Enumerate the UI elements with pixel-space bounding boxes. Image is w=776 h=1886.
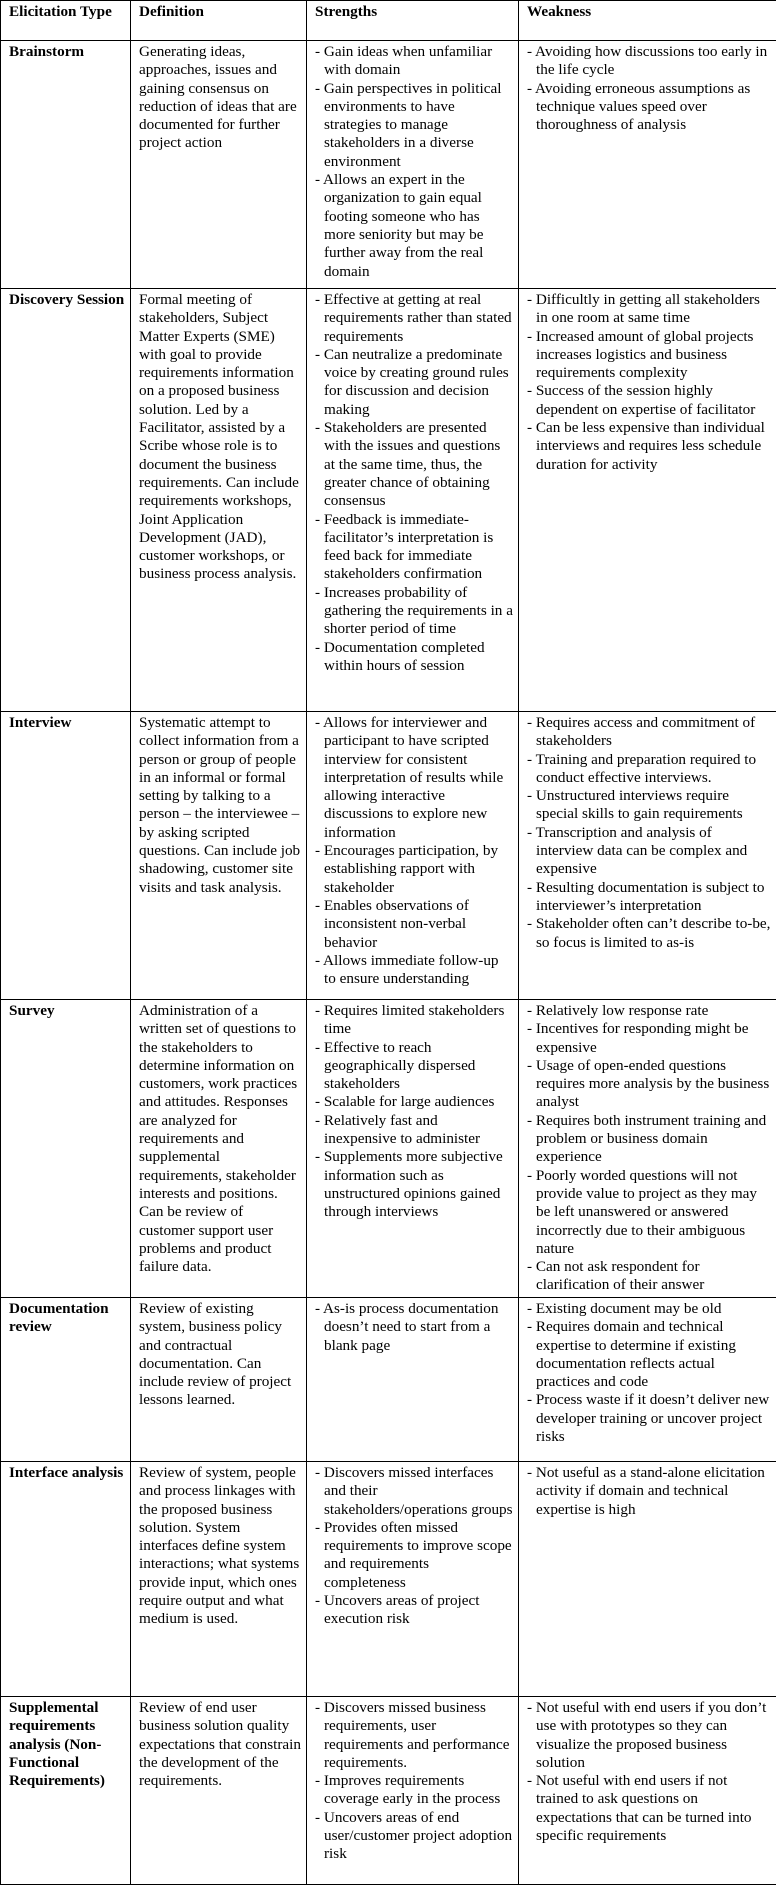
header-definition: Definition xyxy=(131,1,307,41)
elicitation-type-cell: Brainstorm xyxy=(1,41,131,289)
weakness-item: - Requires domain and technical expertise to determine if existing documentation reflects actual practices and code xyxy=(527,1318,772,1391)
weakness-cell xyxy=(519,1298,776,1462)
weakness-item: - Can be less expensive than individual interviews and requires less schedule duration for activity xyxy=(527,419,772,474)
strength-list xyxy=(315,291,514,675)
strength-item: - Scalable for large audiences xyxy=(315,1093,514,1111)
weakness-item: - Avoiding how discussions too early in the life cycle xyxy=(527,43,772,80)
weakness-list xyxy=(527,1464,772,1519)
definition-cell: Generating ideas, approaches, issues and gaining consensus on reduction of ideas that are documented for further project action xyxy=(131,41,307,289)
strength-item: - Can neutralize a predominate voice by creating ground rules for discussion and decision making xyxy=(315,346,514,419)
strength-item: - Stakeholders are presented with the issues and questions at the same time, thus, the greater chance of obtaining consensus xyxy=(315,419,514,510)
strength-cell xyxy=(307,1000,519,1298)
weakness-item: - Not useful with end users if not trained to ask questions on expectations that can be turned into specific requirements xyxy=(527,1772,772,1845)
strength-list xyxy=(315,1002,514,1222)
weakness-item: - Stakeholder often can’t describe to-be, so focus is limited to as-is xyxy=(527,915,772,952)
strength-item: - Increases probability of gathering the requirements in a shorter period of time xyxy=(315,584,514,639)
strength-list xyxy=(315,1300,514,1355)
weakness-item: - Relatively low response rate xyxy=(527,1002,772,1020)
strength-item: - Effective to reach geographically dispersed stakeholders xyxy=(315,1039,514,1094)
definition-cell: Review of end user business solution quality expectations that constrain the development of the requirements. xyxy=(131,1697,307,1885)
weakness-item: - Resulting documentation is subject to interviewer’s interpretation xyxy=(527,879,772,916)
weakness-list xyxy=(527,1002,772,1295)
table-row xyxy=(1,1462,776,1697)
weakness-list xyxy=(527,1300,772,1446)
weakness-item: - Poorly worded questions will not provide value to project as they may be left unanswered or answered incorrectly due to their ambiguous nature xyxy=(527,1167,772,1258)
strength-item: - Relatively fast and inexpensive to administer xyxy=(315,1112,514,1149)
strength-item: - Allows an expert in the organization to gain equal footing someone who has more seniority but may be further away from the real domain xyxy=(315,171,514,281)
strength-item: - Gain ideas when unfamiliar with domain xyxy=(315,43,514,80)
weakness-item: - Existing document may be old xyxy=(527,1300,772,1318)
weakness-list xyxy=(527,1699,772,1845)
weakness-cell xyxy=(519,41,776,289)
weakness-item: - Process waste if it doesn’t deliver new developer training or uncover project risks xyxy=(527,1391,772,1446)
strength-list xyxy=(315,1699,514,1864)
strength-item: - Allows immediate follow-up to ensure understanding xyxy=(315,952,514,989)
strength-list xyxy=(315,714,514,988)
weakness-cell xyxy=(519,712,776,1000)
definition-cell: Review of existing system, business policy and contractual documentation. Can include review of project lessons learned. xyxy=(131,1298,307,1462)
elicitation-type-cell: Interview xyxy=(1,712,131,1000)
strength-cell xyxy=(307,289,519,712)
table-row xyxy=(1,1000,776,1298)
weakness-list xyxy=(527,714,772,952)
weakness-cell xyxy=(519,1697,776,1885)
elicitation-type-cell: Interface analysis xyxy=(1,1462,131,1697)
elicitation-type-cell: Supplemental requirements analysis (Non-Functional Requirements) xyxy=(1,1697,131,1885)
definition-cell: Systematic attempt to collect information from a person or group of people in an informal or formal setting by talking to a person – the interviewee – by asking scripted questions. Can include job shadowing, customer site visits and task analysis. xyxy=(131,712,307,1000)
weakness-item: - Requires both instrument training and problem or business domain experience xyxy=(527,1112,772,1167)
strength-item: - Effective at getting at real requirements rather than stated requirements xyxy=(315,291,514,346)
weakness-item: - Increased amount of global projects increases logistics and business requirements complexity xyxy=(527,328,772,383)
strength-item: - As-is process documentation doesn’t need to start from a blank page xyxy=(315,1300,514,1355)
header-row xyxy=(1,1,776,41)
table-row xyxy=(1,41,776,289)
strength-item: - Gain perspectives in political environments to have strategies to manage stakeholders in a diverse environment xyxy=(315,80,514,171)
definition-cell: Review of system, people and process linkages with the proposed business solution. System interfaces define system interactions; what systems provide input, which ones require output and what medium is used. xyxy=(131,1462,307,1697)
weakness-item: - Not useful as a stand-alone elicitation activity if domain and technical expertise is high xyxy=(527,1464,772,1519)
table-row xyxy=(1,289,776,712)
elicitation-type-cell: Documentation review xyxy=(1,1298,131,1462)
definition-cell: Administration of a written set of questions to the stakeholders to determine information on customers, work practices and attitudes. Responses are analyzed for requirements and supplemental requirements, stakeholder interests and positions. Can be review of customer support user problems and product failure data. xyxy=(131,1000,307,1298)
strength-item: - Feedback is immediate- facilitator’s interpretation is feed back for immediate stakeholders confirmation xyxy=(315,511,514,584)
strength-cell xyxy=(307,712,519,1000)
table-row xyxy=(1,1298,776,1462)
strength-item: - Supplements more subjective information such as unstructured opinions gained through interviews xyxy=(315,1148,514,1221)
weakness-item: - Usage of open-ended questions requires more analysis by the business analyst xyxy=(527,1057,772,1112)
strength-item: - Documentation completed within hours of session xyxy=(315,639,514,676)
strength-item: - Provides often missed requirements to improve scope and requirements completeness xyxy=(315,1519,514,1592)
strength-item: - Requires limited stakeholders time xyxy=(315,1002,514,1039)
weakness-item: - Transcription and analysis of interview data can be complex and expensive xyxy=(527,824,772,879)
strength-list xyxy=(315,43,514,281)
strength-cell xyxy=(307,1697,519,1885)
strength-item: - Encourages participation, by establishing rapport with stakeholder xyxy=(315,842,514,897)
table-row xyxy=(1,712,776,1000)
strength-item: - Enables observations of inconsistent non-verbal behavior xyxy=(315,897,514,952)
header-weakness: Weakness xyxy=(519,1,776,41)
strength-item: - Discovers missed interfaces and their stakeholders/operations groups xyxy=(315,1464,514,1519)
weakness-item: - Not useful with end users if you don’t use with prototypes so they can visualize the proposed business solution xyxy=(527,1699,772,1772)
strength-item: - Uncovers areas of end user/customer project adoption risk xyxy=(315,1809,514,1864)
weakness-item: - Training and preparation required to conduct effective interviews. xyxy=(527,751,772,788)
weakness-list xyxy=(527,43,772,134)
weakness-item: - Requires access and commitment of stakeholders xyxy=(527,714,772,751)
weakness-item: - Incentives for responding might be expensive xyxy=(527,1020,772,1057)
weakness-list xyxy=(527,291,772,474)
weakness-item: - Avoiding erroneous assumptions as technique values speed over thoroughness of analysis xyxy=(527,80,772,135)
elicitation-type-cell: Survey xyxy=(1,1000,131,1298)
weakness-item: - Success of the session highly dependent on expertise of facilitator xyxy=(527,382,772,419)
strength-cell xyxy=(307,1462,519,1697)
strength-item: - Uncovers areas of project execution risk xyxy=(315,1592,514,1629)
strength-list xyxy=(315,1464,514,1629)
strength-item: - Allows for interviewer and participant to have scripted interview for consistent interpretation of results while allowing interactive discussions to explore new information xyxy=(315,714,514,842)
weakness-cell xyxy=(519,1462,776,1697)
weakness-item: - Unstructured interviews require special skills to gain requirements xyxy=(527,787,772,824)
strength-cell xyxy=(307,1298,519,1462)
weakness-cell xyxy=(519,289,776,712)
weakness-cell xyxy=(519,1000,776,1298)
definition-cell: Formal meeting of stakeholders, Subject Matter Experts (SME) with goal to provide requirements information on a proposed business solution. Led by a Facilitator, assisted by a Scribe whose role is to document the business requirements. Can include requirements workshops, Joint Application Development (JAD), customer workshops, or business process analysis. xyxy=(131,289,307,712)
header-strengths: Strengths xyxy=(307,1,519,41)
weakness-item: - Difficultly in getting all stakeholders in one room at same time xyxy=(527,291,772,328)
strength-cell xyxy=(307,41,519,289)
elicitation-type-cell: Discovery Session xyxy=(1,289,131,712)
strength-item: - Discovers missed business requirements, user requirements and performance requirements. xyxy=(315,1699,514,1772)
header-elicitation-type: Elicitation Type xyxy=(1,1,131,41)
table-row xyxy=(1,1697,776,1885)
strength-item: - Improves requirements coverage early in the process xyxy=(315,1772,514,1809)
weakness-item: - Can not ask respondent for clarification of their answer xyxy=(527,1258,772,1295)
